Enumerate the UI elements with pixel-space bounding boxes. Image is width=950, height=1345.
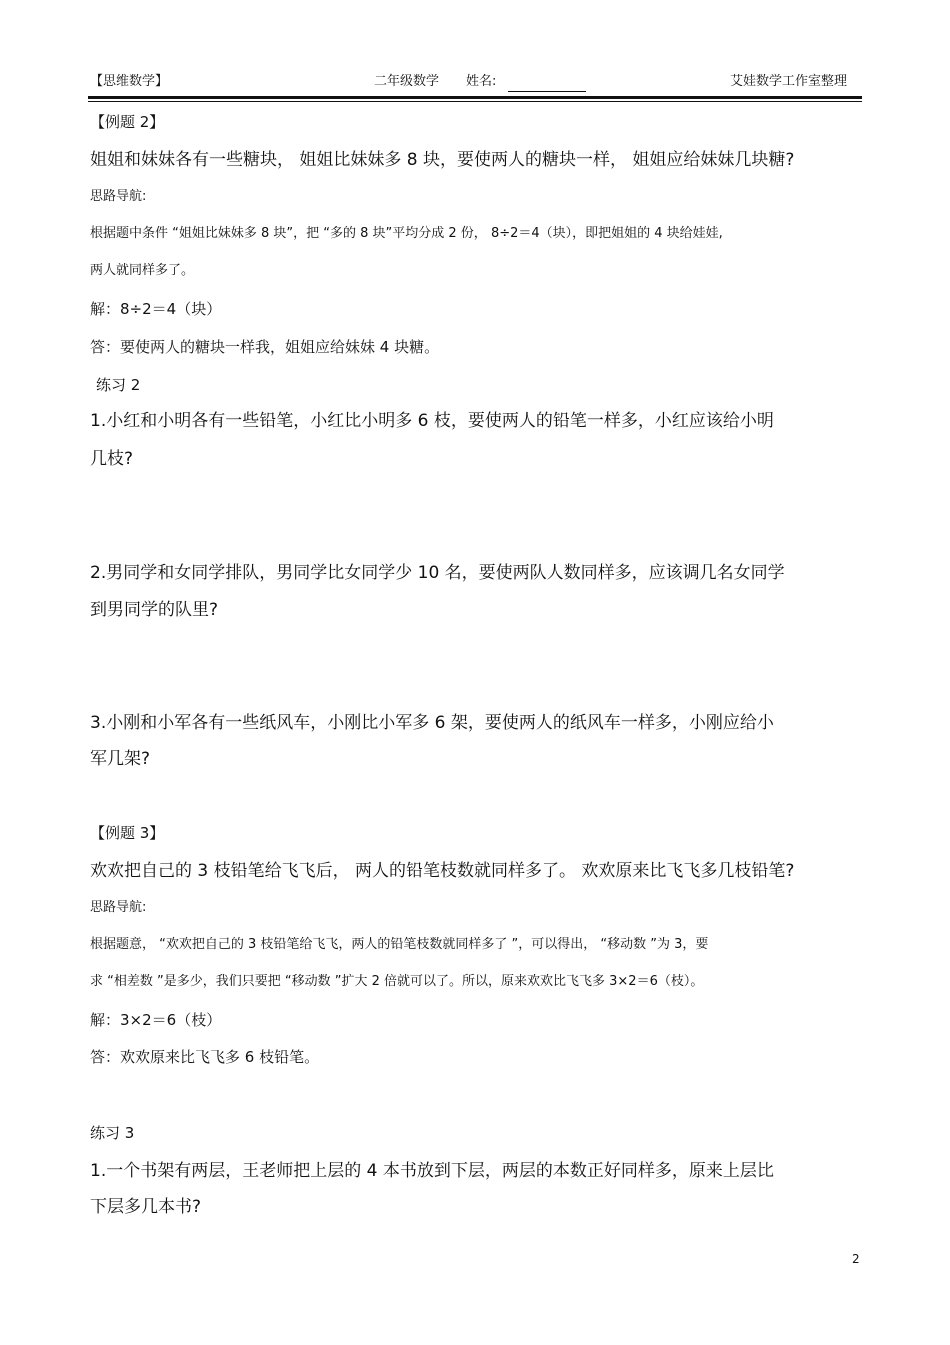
example-3-solution: 解：3×2＝6（枝） xyxy=(90,1011,222,1029)
name-blank-line xyxy=(508,91,586,92)
header-left: 【思维数学】 xyxy=(90,74,169,89)
example-3-answer: 答：欢欢原来比飞飞多 6 枝铅笔。 xyxy=(90,1048,320,1066)
example-3-question: 欢欢把自己的 3 枝铅笔给飞飞后， 两人的铅笔枝数就同样多了。 欢欢原来比飞飞多几枝铅笔? xyxy=(90,861,795,881)
example-2-hint-line-2: 两人就同样多了。 xyxy=(90,263,195,278)
exercise-3-q1-line-2: 下层多几本书? xyxy=(90,1197,202,1217)
header-right: 艾娃数学工作室整理 xyxy=(730,74,848,89)
exercise-3-q1-line-1: 1.一个书架有两层，王老师把上层的 4 本书放到下层，两层的本数正好同样多，原来上层比 xyxy=(90,1161,774,1181)
example-3-hint-label: 思路导航: xyxy=(90,900,147,915)
example-3-hint-line-2: 求 “相差数 ”是多少，我们只要把 “移动数 ”扩大 2 倍就可以了。所以，原来欢欢比飞飞多 3×2＝6（枝）。 xyxy=(90,974,704,989)
exercise-3-title: 练习 3 xyxy=(90,1124,135,1142)
exercise-2-q3-line-2: 军几架? xyxy=(90,749,151,769)
header-name-label: 姓名: xyxy=(466,74,497,89)
example-2-hint-line-1: 根据题中条件 “姐姐比妹妹多 8 块”，把 “多的 8 块”平均分成 2 份， 8÷2＝4（块），即把姐姐的 4 块给娃娃, xyxy=(90,226,723,241)
example-2-answer: 答：要使两人的糖块一样我，姐姐应给妹妹 4 块糖。 xyxy=(90,338,440,356)
example-3-title: 【例题 3】 xyxy=(90,824,165,842)
header-rule-thin xyxy=(88,101,862,102)
exercise-2-q2-line-1: 2.男同学和女同学排队，男同学比女同学少 10 名，要使两队人数同样多，应该调几名女同学 xyxy=(90,563,785,583)
page-number: 2 xyxy=(852,1252,860,1266)
exercise-2-q1-line-2: 几枝? xyxy=(90,449,134,469)
example-3-hint-line-1: 根据题意， “欢欢把自己的 3 枝铅笔给飞飞，两人的铅笔枝数就同样多了 ”，可以得出， “移动数 ”为 3，要 xyxy=(90,937,709,952)
exercise-2-q3-line-1: 3.小刚和小军各有一些纸风车，小刚比小军多 6 架，要使两人的纸风车一样多，小刚应给小 xyxy=(90,713,774,733)
exercise-2-q1-line-1: 1.小红和小明各有一些铅笔，小红比小明多 6 枝，要使两人的铅笔一样多，小红应该给小明 xyxy=(90,411,774,431)
example-2-title: 【例题 2】 xyxy=(90,113,165,131)
exercise-2-title: 练习 2 xyxy=(96,376,141,394)
example-2-solution: 解：8÷2＝4（块） xyxy=(90,300,222,318)
example-2-question: 姐姐和妹妹各有一些糖块， 姐姐比妹妹多 8 块，要使两人的糖块一样， 姐姐应给妹妹几块糖? xyxy=(90,150,795,170)
header-grade: 二年级数学 xyxy=(374,74,440,89)
header-rule-thick xyxy=(88,96,862,99)
exercise-2-q2-line-2: 到男同学的队里? xyxy=(90,600,219,620)
example-2-hint-label: 思路导航: xyxy=(90,189,147,204)
